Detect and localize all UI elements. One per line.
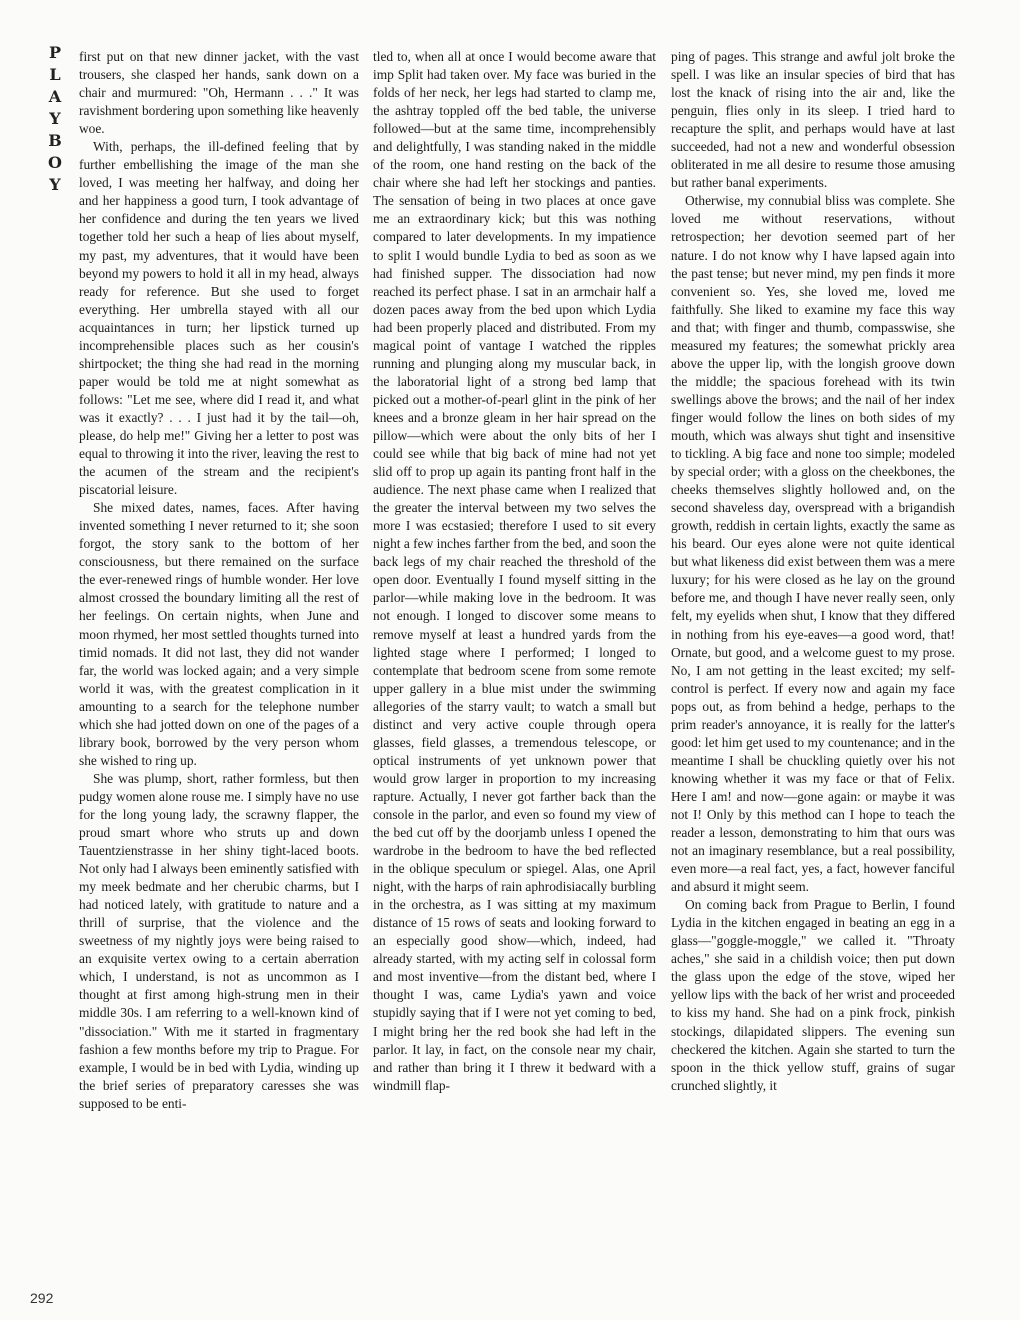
paragraph: With, perhaps, the ill-defined feeling that by further embellishing the image of the man she loved, I was meeting her halfway, and doing her and her happiness a good turn, I took advantage of her confidence and during the ten years we lived together told her such a heap of lies about myself, my past, my adventures, that it would have been beyond my powers to hold it all in my head, always ready for reference. But she used to forget everything. Her umbrella stayed with all our acquaintances in turn; her lipstick turned up incomprehensible places such as her cousin's shirtpocket; the thing she had read in the morning paper would be told me at night somewhat as follows: "Let me see, where did I read it, and what was it exactly? . . . I just had it by the tail—oh, please, do help me!" Giving her a letter to post was equal to throwing it into the river, leaving the rest to the acumen of the stream and the recipient's piscatorial leisure. <box>79 139 359 498</box>
masthead-letter: A <box>48 87 62 106</box>
masthead-letter: O <box>48 153 62 172</box>
masthead-letter: Y <box>49 175 61 194</box>
paragraph: On coming back from Prague to Berlin, I found Lydia in the kitchen engaged in beating an egg in a glass—"goggle-moggle," we called it. "Throaty aches," she said in a childish voice; then put down the glass upon the edge of the stove, wiped her yellow lips with the back of her wrist and proceeded to kiss my hand. She had on a pink frock, pinkish stockings, dilapidated slippers. The evening sun checkered the kitchen. Again she started to turn the spoon in the thick yellow stuff, grains of sugar crunched slightly, it <box>671 897 955 1093</box>
paragraph: tled to, when all at once I would become aware that imp Split had taken over. My face was buried in the folds of her neck, her legs had started to clamp me, the ashtray toppled off the bed table, the universe followed—but at the same time, incomprehensibly and delightfully, I was standing naked in the middle of the room, one hand resting on the back of the chair where she had left her stockings and panties. The sensation of being in two places at once gave me an extraordinary kick; but this was nothing compared to later developments. In my impatience to split I would bundle Lydia to bed as soon as we had finished supper. The dissociation had now reached its perfect phase. I sat in an armchair half a dozen paces away from the bed upon which Lydia had been properly placed and distributed. From my magical point of vantage I watched the ripples running and plunging along my muscular back, in the laboratorial light of a strong bed lamp that picked out a mother-of-pearl glint in the pink of her knees and a bronze gleam in her hair spread on the pillow—which were about the only bits of her I could see while that big back of mine had not yet slid off to prop up again its panting front half in the audience. The next phase came when I realized that the greater the interval between my two selves the more I was ecstasied; therefore I used to sit every night a few inches farther from the bed, and soon the back legs of my chair reached the threshold of the open door. Eventually I found myself sitting in the parlor—while making love in the bedroom. It was not enough. I longed to discover some means to remove myself at least a hundred yards from the lighted stage where I performed; I longed to contemplate that bedroom scene from some remote upper gallery in a blue mist under the swimming allegories of the starry vault; to watch a small but distinct and very active couple through opera glasses, field glasses, a tremendous telescope, or optical instruments of yet unknown power that would grow larger in proportion to my increasing rapture. Actually, I never got farther back than the console in the parlor, and even so found my view of the bed cut off by the doorjamb unless I opened the wardrobe in the bedroom to have the bed reflected in the oblique speculum or spiegel. Alas, one April night, with the harps of rain aphrodisiacally burbling in the orchestra, as I was sitting at my maximum distance of 15 rows of seats and looking forward to an especially good show—which, indeed, had already started, with my acting self in colossal form and most inventive—from the distant bed, where I thought I was, came Lydia's yawn and voice stupidly saying that if I were not yet coming to bed, I might bring her the red book she had left in the parlor. It lay, in fact, on the console near my chair, and rather than bring it I threw it bedward with a windmill flap- <box>373 49 656 1093</box>
text-column-2 <box>373 48 656 1095</box>
masthead-vertical <box>38 42 72 196</box>
page-number: 292 <box>30 1290 54 1306</box>
masthead-letter: L <box>49 65 61 84</box>
masthead-letter: P <box>48 43 62 62</box>
paragraph: Otherwise, my connubial bliss was complete. She loved me without reservations, without retrospection; her devotion seemed part of her nature. I do not know why I have lapsed again into the past tense; but never mind, my pen finds it more convenient so. Yes, she loved me, loved me faithfully. She liked to examine my face this way and that; with finger and thumb, compasswise, she measured my features; the somewhat prickly area above the upper lip, with the longish groove down the middle; the spacious forehead with its twin swellings above the brows; and the nail of her index finger would follow the lines on both sides of my mouth, which was always shut tight and insensitive to tickling. A big face and none too simple; modeled by special order; with a gloss on the cheekbones, the cheeks themselves slightly hollowed and, on the second shaveless day, overspread with a brigandish growth, reddish in certain lights, exactly the same as his beard. Our eyes alone were not quite identical but what likeness did exist between them was a mere luxury; for his were closed as he lay on the ground before me, and though I have never really seen, only felt, my eyelids when shut, I know that they differed in nothing from his eye-eaves—a good word, that! Ornate, but good, and a welcome guest to my prose. No, I am not getting in the least excited; my self-control is perfect. If every now and again my face pops out, as from behind a hedge, perhaps to the prim reader's annoyance, it is really for the latter's good: let him get used to my countenance; and in the meantime I shall be chuckling quietly over his not knowing whether it was my face or that of Felix. Here I am! and now—gone again: or maybe it was not I! Only by this method can I hope to teach the reader a lesson, demonstrating to him that ours was not an imaginary resemblance, but a real possibility, even more—a real fact, yes, a fact, however fanciful and absurd it might seem. <box>671 193 955 895</box>
masthead-letter: B <box>48 131 62 150</box>
paragraph: She was plump, short, rather formless, but then pudgy women alone rouse me. I simply have no use for the long young lady, the scrawny flapper, the proud smart whore who struts up and down Tauentzienstrasse in her shiny tight-laced boots. Not only had I always been eminently satisfied with my meek bedmate and her cherubic charms, but I had noticed lately, with gratitude to nature and a thrill of surprise, that the violence and the sweetness of my nightly joys were being raised to an exquisite vertex owing to a certain aberration which, I understand, is not as uncommon as I thought at first among high-strung men in their middle 30s. I am referring to a well-known kind of "dissociation." With me it started in fragmentary fashion a few months before my trip to Prague. For example, I would be in bed with Lydia, winding up the brief series of preparatory caresses she was supposed to be enti- <box>79 770 359 1111</box>
paragraph: She mixed dates, names, faces. After having invented something I never returned to it; she soon forgot, the story sank to the bottom of her consciousness, but there remained on the surface the ever-renewed rings of humble wonder. Her love almost crossed the boundary limiting all the rest of her feelings. On certain nights, when June and moon rhymed, her most settled thoughts turned into timid nomads. It did not last, they did not wander far, the world was locked again; and a very simple world it was, with the greatest complication in it amounting to a search for the telephone number which she had jotted down on one of the pages of a library book, borrowed by the very person whom she wished to ring up. <box>79 500 359 768</box>
paragraph: first put on that new dinner jacket, with the vast trousers, she clasped her hands, sank down on a chair and murmured: "Oh, Hermann . . ." It was ravishment bordering upon something like heavenly woe. <box>79 49 359 137</box>
text-column-3 <box>671 48 955 1095</box>
text-column-1 <box>79 48 359 1113</box>
masthead-letter: Y <box>49 109 61 128</box>
paragraph: ping of pages. This strange and awful jolt broke the spell. I was like an insular species of bird that has lost the knack of rising into the air and, like the penguin, flies only in its sleep. I tried hard to recapture the split, and perhaps would have at last succeeded, had not a new and wonderful obsession obliterated in me all desire to resume those amusing but rather banal experiments. <box>671 49 955 191</box>
